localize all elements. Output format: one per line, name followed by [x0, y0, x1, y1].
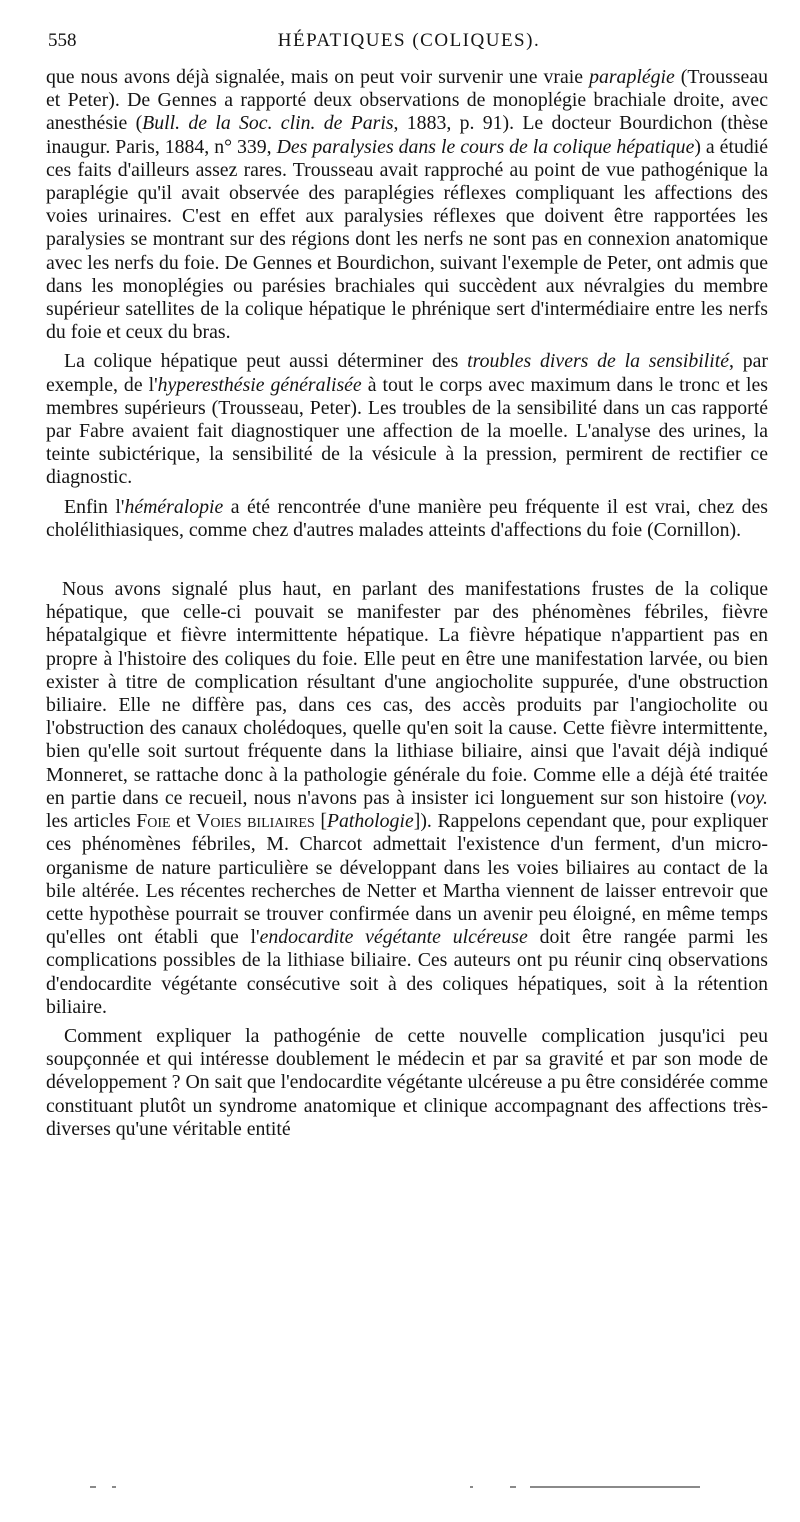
small-caps-run: Voies biliaires [196, 810, 315, 833]
scan-mark [112, 1486, 116, 1488]
page-number: 558 [48, 30, 77, 51]
text-run: que nous avons déjà signalée, mais on peut voir survenir une vraie [46, 66, 590, 88]
paragraph-3 [46, 496, 768, 542]
italic-run: héméralopie [124, 495, 224, 518]
scan-mark [510, 1486, 516, 1488]
text-run: les articles [46, 810, 137, 833]
italic-run: paraplégie [589, 66, 675, 88]
italic-run: troubles divers de la sensibilité [467, 350, 729, 373]
paragraph-4 [46, 578, 768, 1019]
text-run: , par exemple, de l' [46, 350, 768, 396]
text-run: ) a étudié ces faits d'ailleurs assez rares. Trousseau avait rapproché au point de vue pathogénique la paraplégie qu'il avait observée des paraplégies réflexes compliquant les affections des voies urinaires. C'est en effet aux paralysies réflexes que doivent être rapportées les paralysies se montrant sur des régions dont les nerfs ne sont pas en connexion anatomique avec les nerfs du foie. De Gennes et Bourdichon, suivant l'exemple de Peter, ont admis que dans les monoplégies ou parésies brachiales qui succèdent aux névralgies du membre supérieur satellites de la colique hépatique le phrénique sert d'intermédiaire entre les nerfs du foie et ceux du bras. [46, 135, 769, 344]
italic-run: endocardite végétante ulcéreuse [259, 926, 528, 949]
scan-mark [470, 1486, 473, 1488]
text-run: La colique hépatique peut aussi déterminer des [64, 350, 468, 373]
text-run: , 1883, p. 91). Le docteur Bourdichon (thèse inaugur. Paris, 1884, n° 339, [46, 112, 768, 158]
text-run: Comment expliquer la pathogénie de cette nouvelle complication jusqu'ici peu soupçonnée et qui intéresse doublement le médecin et par sa gravité et par son mode de développement ? On sait que l'endocardite végétante ulcéreuse a pu être considérée comme constituant plutôt un syndrome anatomique et clinique accompagnant des affections très-diverses qu'une véritable entité [46, 1024, 768, 1140]
italic-run: hyperesthésie généralisée [157, 373, 362, 396]
body-text [46, 66, 768, 1141]
paragraph-1 [46, 66, 768, 344]
text-run: Nous avons signalé plus haut, en parlant des manifestations frustes de la colique hépatique, que celle-ci pouvait se manifester par des phénomènes fébriles, fièvre hépatalgique et fièvre intermittente hépatique. La fièvre hépatique n'appartient pas en propre à l'histoire des coliques du foie. Elle peut en être une manifestation larvée, ou bien exister à titre de complication résultant d'une angiocholite suppurée, d'une obstruction biliaire. Elle ne diffère pas, dans ces cas, des accès produits par l'angiocholite ou l'obstruction des canaux cholédoques, quelle qu'en soit la cause. Cette fièvre intermittente, bien qu'elle soit surtout fréquente dans la lithiase biliaire, ainsi que l'avait déjà indiqué Monneret, se rattache donc à la pathologie générale du foie. Comme elle a déjà été traitée en partie dans ce recueil, nous n'avons pas à insister ici longuement sur son histoire ( [46, 578, 768, 809]
text-run: doit être rangée parmi les complications possibles de la lithiase biliaire. Ces auteurs ont pu réunir cinq observations d'endocardite végétante consécutive soit à des coliques hépatiques, soit à la rétention biliaire. [46, 926, 769, 1018]
scan-mark [90, 1486, 96, 1488]
text-run: Enfin l' [64, 495, 125, 518]
text-run: à tout le corps avec maximum dans le tronc et les membres supérieurs (Trousseau, Peter). Les troubles de la sensibilité dans un cas rapporté par Fabre avaient fait diagnostiquer une affection de la moelle. L'analyse des urines, la teinte subictérique, la sensibilité de la vésicule à la pression, permirent de rectifier ce diagnostic. [46, 373, 768, 489]
small-caps-run: Foie [136, 810, 171, 833]
text-run: (Trousseau et Peter). De Gennes a rapporté deux observations de monoplégie brachiale droite, avec anesthésie ( [46, 66, 768, 135]
text-run: a été rencontrée d'une manière peu fréquente il est vrai, chez des cholélithiasiques, comme chez d'autres malades atteints d'affections du foie (Cornillon). [46, 495, 768, 541]
scan-mark [530, 1486, 700, 1488]
paragraph-2 [46, 350, 768, 489]
italic-run: voy. [736, 786, 768, 809]
page-header [48, 28, 770, 56]
italic-run: Pathologie [326, 810, 414, 833]
running-title: HÉPATIQUES (COLIQUES). [277, 30, 541, 51]
scan-artifact-marks [90, 1486, 750, 1490]
paragraph-5 [46, 1025, 768, 1141]
italic-run: Des paralysies dans le cours de la colique hépatique [276, 135, 695, 158]
text-run: et [170, 810, 197, 833]
text-run: [ [314, 810, 327, 833]
text-run: ]). Rappelons cependant que, pour expliquer ces phénomènes fébriles, M. Charcot admettait l'existence d'un ferment, d'un micro-organisme de nature particulière se développant dans les voies biliaires au contact de la bile altérée. Les récentes recherches de Netter et Martha viennent de laisser entrevoir que cette hypothèse pourrait se trouver confirmée dans un avenir peu éloigné, en même temps qu'elles ont établi que l' [46, 810, 768, 949]
italic-run: Bull. de la Soc. clin. de Paris [142, 112, 394, 135]
